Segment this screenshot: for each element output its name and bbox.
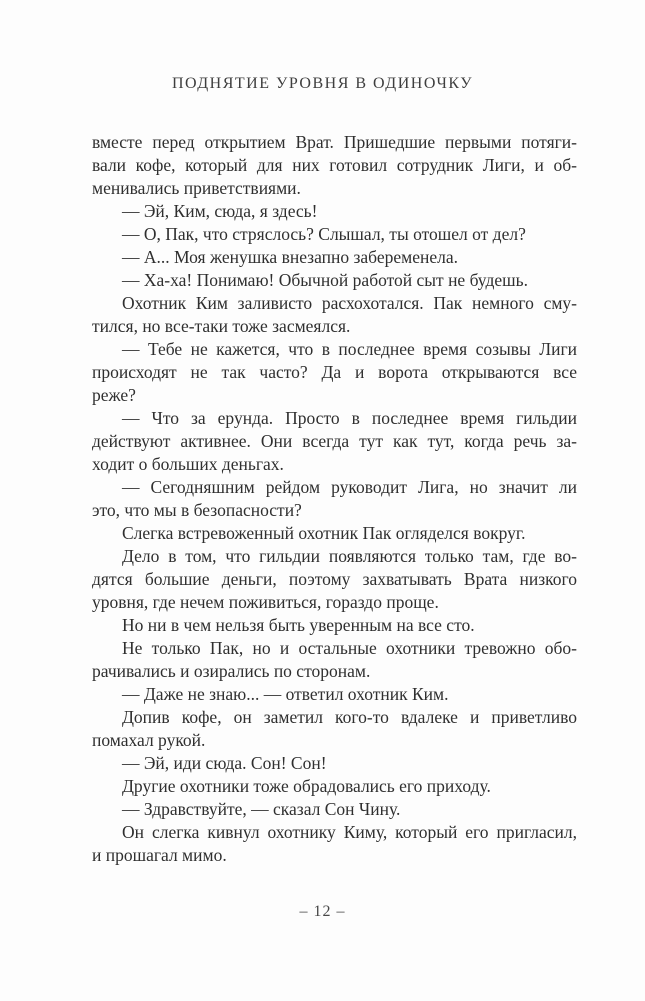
text-line: помахал рукой. — [92, 730, 206, 750]
text-line: Он слегка кивнул охотнику Киму, который его пригласил, — [122, 822, 577, 842]
text-line: — Сегодняшним рейдом руководит Лига, но значит ли — [122, 477, 577, 497]
text-line: — Эй, Ким, сюда, я здесь! — [122, 201, 318, 221]
text-line: — О, Пак, что стряслось? Слышал, ты отошел от дел? — [122, 224, 526, 244]
text-line: — Даже не знаю... — ответил охотник Ким. — [122, 684, 449, 704]
text-line: тился, но все-таки тоже засмеялся. — [92, 316, 351, 336]
text-line: — Что за ерунда. Просто в последнее время гильдии — [122, 408, 577, 428]
text-line: — Ха-ха! Понимаю! Обычной работой сыт не будешь. — [122, 270, 528, 290]
text-line: Но ни в чем нельзя быть уверенным на все сто. — [122, 615, 475, 635]
text-line: происходят не так часто? Да и ворота открываются все — [92, 362, 577, 382]
text-line: — Эй, иди сюда. Сон! Сон! — [122, 753, 327, 773]
text-line: и прошагал мимо. — [92, 845, 227, 865]
text-line: вместе перед открытием Врат. Пришедшие первыми потяги- — [92, 132, 577, 152]
text-line: Другие охотники тоже обрадовались его приходу. — [122, 776, 491, 796]
text-line: — А... Моя женушка внезапно забеременела. — [122, 247, 458, 267]
running-head: ПОДНЯТИЕ УРОВНЯ В ОДИНОЧКУ — [171, 75, 474, 92]
text-line: действуют активнее. Они всегда тут как тут, когда речь за- — [92, 431, 577, 451]
text-line: дятся большие деньги, поэтому захватывать Врата низкого — [92, 569, 577, 589]
page-number: – 12 – — [299, 903, 346, 920]
text-line: вали кофе, который для них готовил сотрудник Лиги, и об- — [92, 155, 577, 175]
text-line: менивались приветствиями. — [92, 178, 301, 198]
text-line: Слегка встревоженный охотник Пак огляделся вокруг. — [122, 523, 526, 543]
text-line: это, что мы в безопасности? — [92, 500, 302, 520]
text-line: Допив кофе, он заметил кого-то вдалеке и приветливо — [122, 707, 577, 727]
text-line: — Здравствуйте, — сказал Сон Чину. — [122, 799, 401, 819]
body-text — [92, 131, 577, 867]
text-line: реже? — [92, 385, 136, 405]
text-line: Не только Пак, но и остальные охотники тревожно обо- — [122, 638, 577, 658]
text-line: Дело в том, что гильдии появляются только там, где во- — [122, 546, 577, 566]
text-line: — Тебе не кажется, что в последнее время созывы Лиги — [122, 339, 577, 359]
text-line: ходит о больших деньгах. — [92, 454, 284, 474]
text-line: уровня, где нечем поживиться, гораздо проще. — [92, 592, 439, 612]
text-line: рачивались и озирались по сторонам. — [92, 661, 371, 681]
text-line: Охотник Ким заливисто расхохотался. Пак немного сму- — [122, 293, 577, 313]
